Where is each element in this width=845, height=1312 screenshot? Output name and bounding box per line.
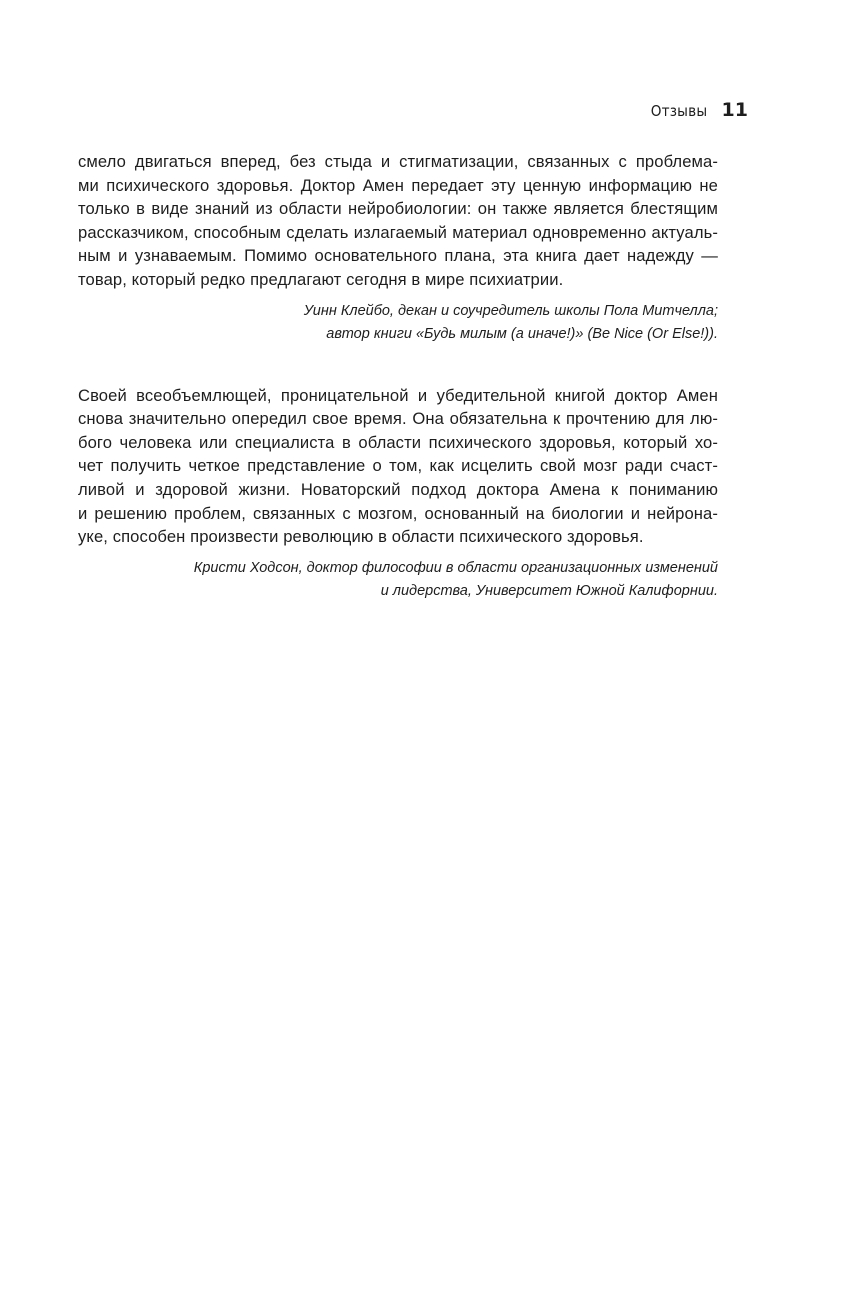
testimonial-attribution	[78, 557, 718, 603]
attribution-line: автор книги «Будь милым (а иначе!)» (Be Nice (Or Else!)).	[326, 325, 718, 342]
testimonial-attribution	[78, 300, 718, 346]
testimonial-text	[78, 384, 718, 549]
text-line: снова значительно опередил свое время. Она обязательна к прочтению для лю-	[78, 409, 718, 429]
text-line: ми психического здоровья. Доктор Амен передает эту ценную информацию не	[78, 175, 718, 195]
text-line: ным и узнаваемым. Помимо основательного плана, эта книга дает надежду —	[78, 246, 718, 266]
testimonial-text	[78, 150, 718, 292]
text-line: ливой и здоровой жизни. Новаторский подход доктора Амена к пониманию	[78, 479, 718, 499]
page-number: 11	[721, 99, 748, 121]
running-header	[643, 99, 748, 121]
text-line: товар, который редко предлагают сегодня в мире психиатрии.	[78, 269, 564, 289]
text-line: Своей всеобъемлющей, проницательной и убедительной книгой доктор Амен	[78, 385, 718, 405]
text-line: смело двигаться вперед, без стыда и стигматизации, связанных с проблема-	[78, 152, 718, 171]
text-line: уке, способен произвести революцию в области психического здоровья.	[78, 527, 644, 547]
text-line: бого человека или специалиста в области психического здоровья, который хо-	[78, 432, 718, 452]
testimonial	[78, 150, 718, 346]
text-line: и решению проблем, связанных с мозгом, основанный на биологии и нейрона-	[78, 503, 718, 523]
text-line: чет получить четкое представление о том, как исцелить свой мозг ради счаст-	[78, 456, 718, 476]
attribution-line: и лидерства, Университет Южной Калифорнии.	[380, 582, 718, 599]
page-body	[78, 150, 718, 603]
text-line: только в виде знаний из области нейробиологии: он также является блестящим	[78, 199, 718, 219]
attribution-line: Уинн Клейбо, декан и соучредитель школы Пола Митчелла;	[303, 302, 718, 319]
section-title: Отзывы	[650, 102, 708, 120]
text-line: рассказчиком, способным сделать излагаемый материал одновременно актуаль-	[78, 222, 718, 242]
attribution-line: Кристи Ходсон, доктор философии в области организационных изменений	[193, 559, 718, 576]
testimonial	[78, 384, 718, 603]
